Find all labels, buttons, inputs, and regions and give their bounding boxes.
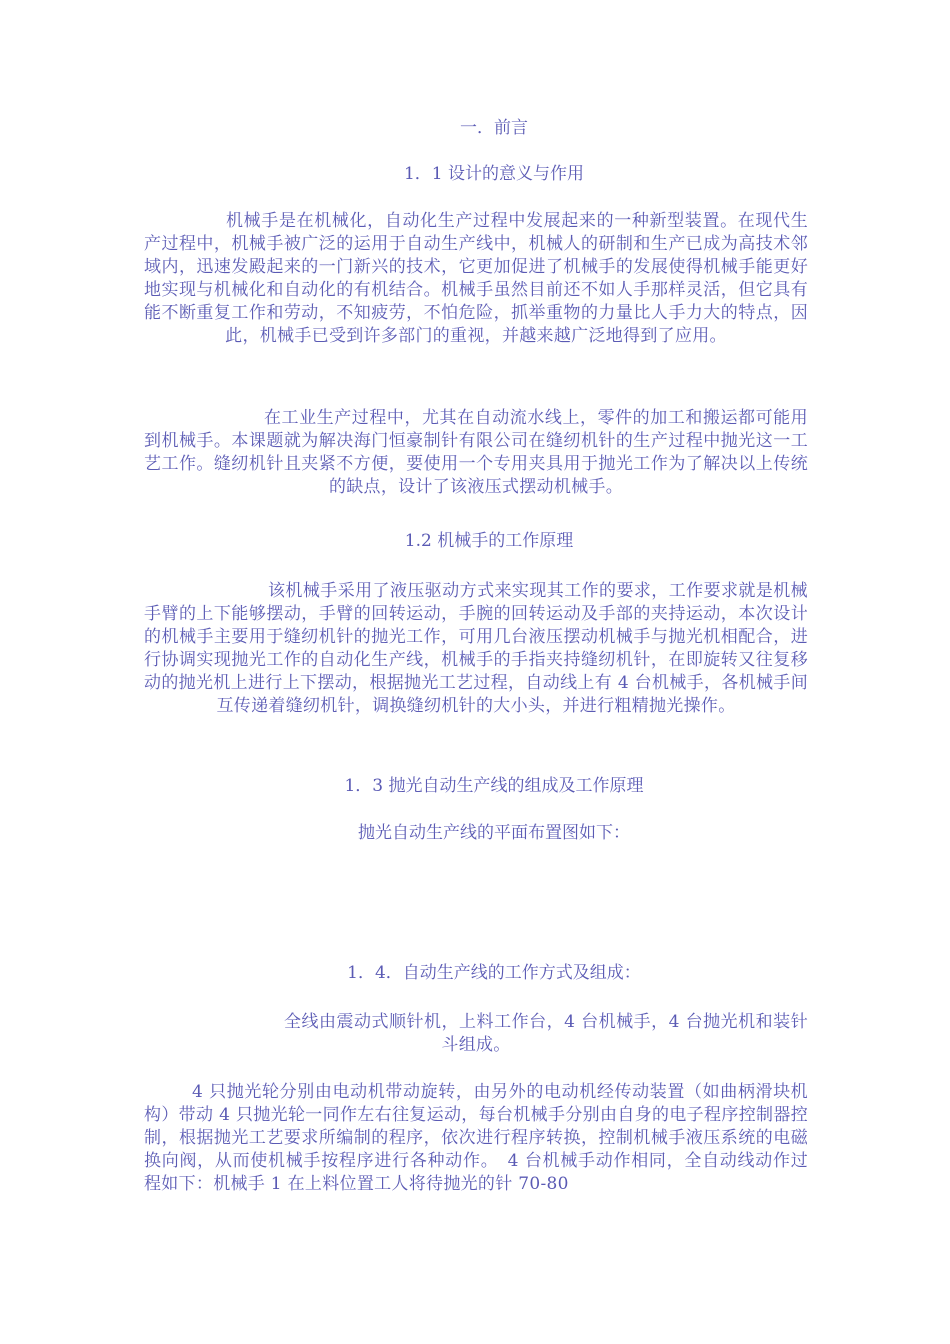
paragraph-1: 机械手是在机械化，自动化生产过程中发展起来的一种新型装置。在现代生产过程中，机械手被广泛的运用于自动生产线中，机械人的研制和生产已成为高技术邻域内，迅速发殿起来的一门新兴的技术，它更加促进了机械手的发展使得机械手能更好地实现与机械化和自动化的有机结合。机械手虽然目前还不如人手那样灵活，但它具有能不断重复工作和劳动，不知疲劳，不怕危险，抓举重物的力量比人手力大的特点，因此，机械手已受到许多部门的重视，并越来越广泛地得到了应用。 xyxy=(144,211,808,346)
paragraph-4: 全线由震动式顺针机，上料工作台，4 台机械手，4 台抛光机和装针斗组成。 xyxy=(284,1012,808,1055)
paragraph-3: 该机械手采用了液压驱动方式来实现其工作的要求，工作要求就是机械手臂的上下能够摆动，手臂的回转运动，手腕的回转运动及手部的夹持运动，本次设计的机械手主要用于缝纫机针的抛光工作，可用几台液压摆动机械手与抛光机相配合，进行协调实现抛光工作的自动化生产线，机械手的手指夹持缝纫机针，在即旋转又往复移动的抛光机上进行上下摆动，根据抛光工艺过程，自动线上有 4 台机械手，各机械手间互传递着缝纫机针，调换缝纫机针的大小头，并进行粗精抛光操作。 xyxy=(144,581,808,716)
paragraph-5: 4 只抛光轮分别由电动机带动旋转，由另外的电动机经传动装置（如曲柄滑块机构）带动 4 只抛光轮一同作左右往复运动，每台机械手分别由自身的电子程序控制器控制，根据抛光工艺要求所编制的程序，依次进行程序转换，控制机械手液压系统的电磁换向阀，从而使机械手按程序进行各种动作。 4 台机械手动作相同，全自动线动作过程如下：机械手 1 在上料位置工人将待抛光的针 70-80 xyxy=(144,1082,808,1194)
section-title-preface: 一．前言 xyxy=(460,118,528,138)
section-title-1-1: 1．1 设计的意义与作用 xyxy=(403,164,585,184)
paragraph-2: 在工业生产过程中，尤其在自动流水线上，零件的加工和搬运都可能用到机械手。本课题就为解决海门恒豪制针有限公司在缝纫机针的生产过程中抛光这一工艺工作。缝纫机针且夹紧不方便，要使用一个专用夹具用于抛光工作为了解决以上传统的缺点，设计了该液压式摆动机械手。 xyxy=(144,408,808,497)
section-title-1-4: 1．4．自动生产线的工作方式及组成： xyxy=(347,963,641,983)
section-title-1-3: 1．3 抛光自动生产线的组成及工作原理 xyxy=(344,776,644,796)
layout-caption: 抛光自动生产线的平面布置图如下： xyxy=(358,823,630,843)
section-title-1-2: 1.2 机械手的工作原理 xyxy=(404,531,574,551)
